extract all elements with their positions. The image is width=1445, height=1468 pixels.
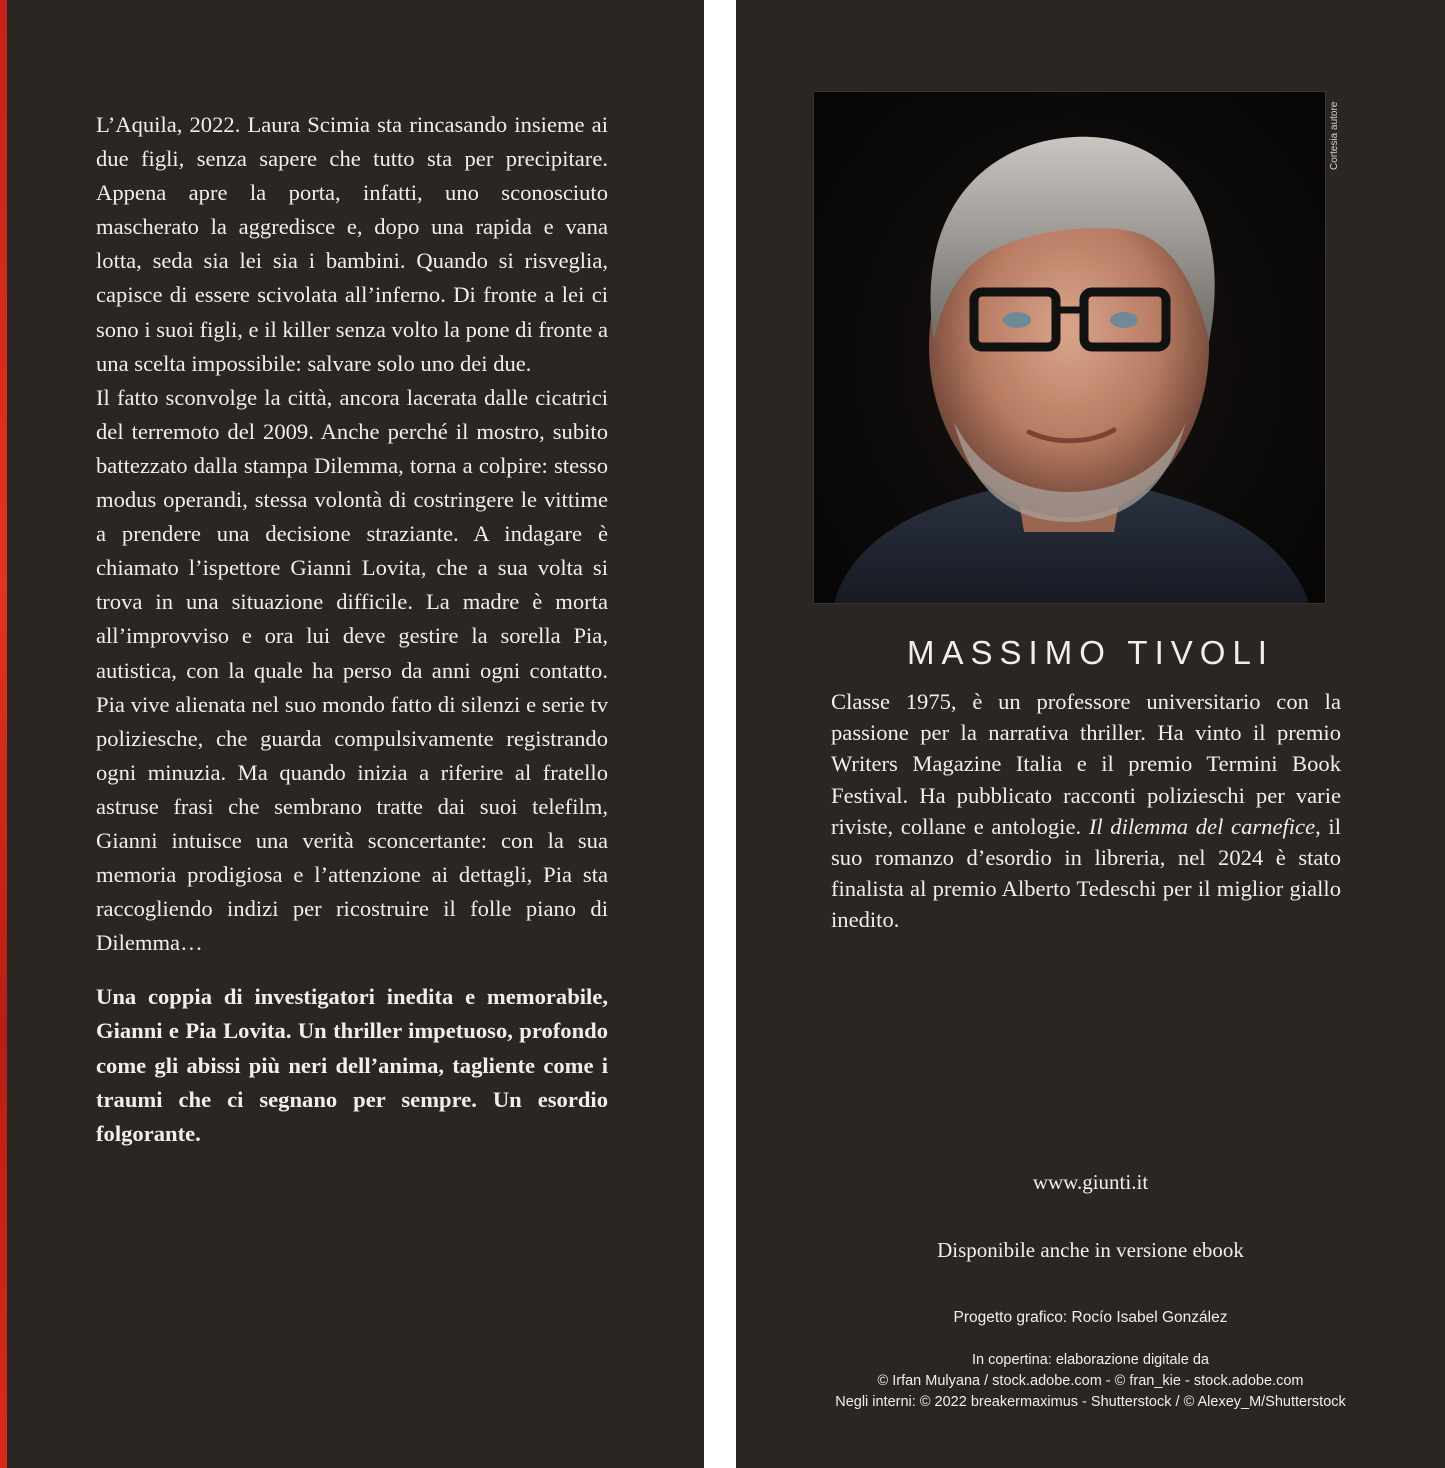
blurb-paragraph: L’Aquila, 2022. Laura Scimia sta rincasando insieme ai due figli, senza sapere che tutto sta per precipitare. Appena apre la porta, infatti, uno sconosciuto mascherato la aggredisce e, dopo una rapida e vana lotta, seda sia lei sia i bambini. Quando si risveglia, capisce di essere scivolata all’inferno. Di fronte a lei ci sono i suoi figli, e il killer senza volto la pone di fronte a una scelta impossibile: salvare solo uno dei due.	[96, 112, 609, 376]
photo-credit: Cortesia autore	[1329, 101, 1340, 170]
cover-credit-line: © Irfan Mulyana / stock.adobe.com - © fran_kie - stock.adobe.com	[877, 1373, 1304, 1389]
blurb-paragraph: Il fatto sconvolge la città, ancora lacerata dalle cicatrici del terremoto del 2009. Anche perché il mostro, subito battezzato dalla stampa Dilemma, torna a colpire: stesso modus operandi, stessa volontà di costringere le vittime a prendere una decisione straziante. A indagare è chiamato l’ispettore Gianni Lovita, che a sua volta si trova in una situazione difficile. La madre è morta all’improvviso e ora lui deve gestire la sorella Pia, autistica, con la quale ha perso da anni ogni contatto. Pia vive alienata nel suo mondo fatto di silenzi e serie tv poliziesche, che guarda compulsivamente registrando ogni minuzia. Ma quando inizia a riferire al fratello astruse frasi che sembrano tratte dai suoi telefilm, Gianni intuisce una verità sconcertante: con la sua memoria prodigiosa e l’attenzione ai dettagli, Pia sta raccogliendo indizi per ricostruire il folle piano di Dilemma…	[96, 384, 608, 956]
author-photo	[813, 91, 1326, 604]
author-bio	[831, 686, 1341, 936]
cover-credit-line: In copertina: elaborazione digitale da	[972, 1352, 1209, 1368]
book-blurb	[96, 108, 608, 1151]
publisher-website: www.giunti.it	[1032, 1170, 1149, 1194]
bio-text: , il suo romanzo d’esordio in libreria, nel 2024 è stato finalista al premio Alberto Tedeschi per il miglior giallo inedito.	[831, 813, 1341, 933]
ebook-note: Disponibile anche in versione ebook	[937, 1238, 1244, 1262]
book-title: Il dilemma del carnefice	[1088, 813, 1316, 839]
blurb-tagline: Una coppia di investigatori inedita e memorabile, Gianni e Pia Lovita. Un thriller impetuoso, profondo come gli abissi più neri dell’anima, tagliente come i traumi che ci segnano per sempre. Un esordio folgorante.	[96, 984, 608, 1146]
bio-text: Classe 1975, è un professore universitario con la passione per la narrativa thriller. Ha vinto il premio Writers Magazine Italia e il premio Termini Book Festival. Ha pubblicato racconti polizieschi per varie riviste, collane e antologie.	[831, 689, 1341, 839]
author-portrait-image	[814, 92, 1325, 603]
cover-credits	[736, 1350, 1445, 1413]
cover-edge-strip	[0, 0, 7, 1468]
author-name: MASSIMO TIVOLI	[907, 634, 1274, 671]
design-credit: Progetto grafico: Rocío Isabel González	[953, 1309, 1228, 1326]
cover-credit-line: Negli interni: © 2022 breakermaximus - Shutterstock / © Alexey_M/Shutterstock	[835, 1394, 1346, 1410]
